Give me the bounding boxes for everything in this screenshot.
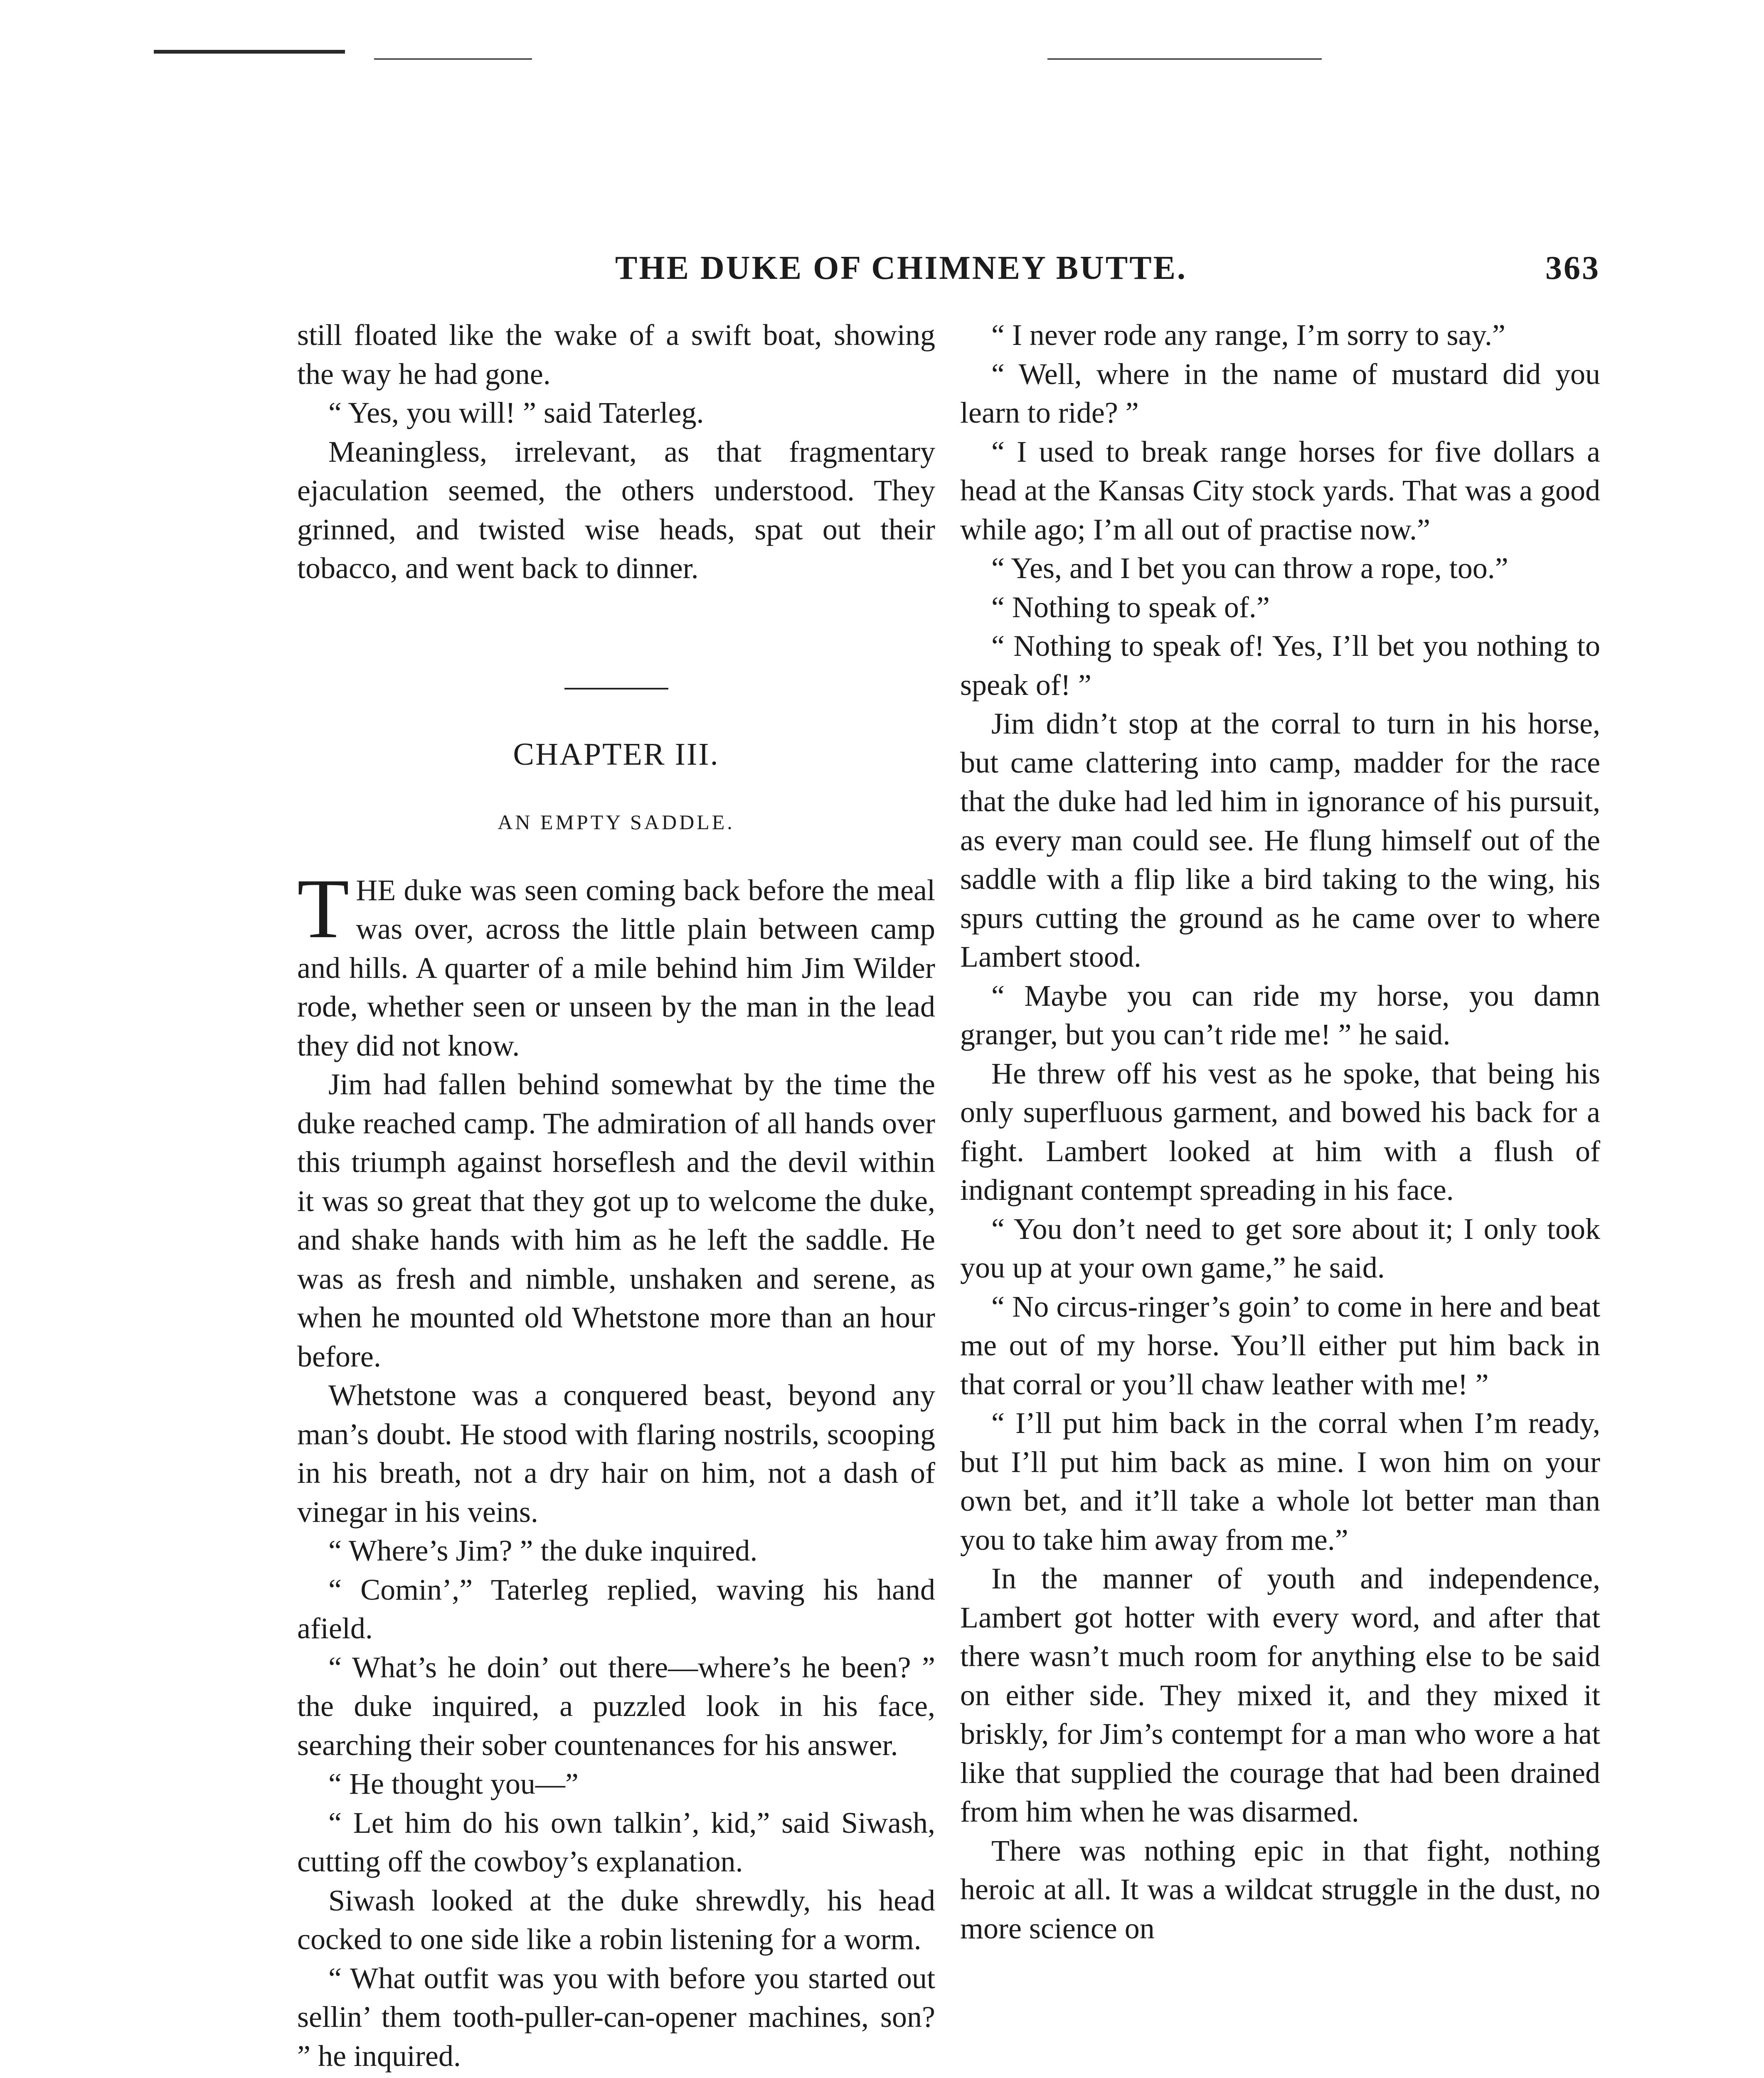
paragraph: “ He thought you—” bbox=[328, 1767, 579, 1800]
paragraph: “ Yes, you will! ” said Taterleg. bbox=[328, 396, 704, 429]
paragraph: He threw off his vest as he spoke, that being his only superfluous garment, and bowed his back for a fight. Lambert looked at him with a flush of indignant contempt spreading in his face. bbox=[960, 1056, 1600, 1206]
drop-cap: T bbox=[297, 861, 350, 956]
paragraph: Jim didn’t stop at the corral to turn in his horse, but came clattering into camp, madder for the race that the duke had led him in ignorance of his pursuit, as every man could see. He flung himself out of the saddle with a flip like a bird taking to the wing, his spurs cutting the ground as he came over to where Lambert stood. bbox=[960, 707, 1600, 973]
paragraph: Jim had fallen behind somewhat by the time the duke reached camp. The admiration of all hands over this triumph against horseflesh and the devil within it was so great that they got up to welcome the duke, and shake hands with him as he left the saddle. He was as fresh and nimble, unshaken and serene, as when he mounted old Whetstone more than an hour before. bbox=[297, 1068, 935, 1373]
paragraph: “ Well, where in the name of mustard did you learn to ride? ” bbox=[960, 357, 1600, 429]
running-title: THE DUKE OF CHIMNEY BUTTE. bbox=[615, 250, 1187, 286]
paragraph: “ I used to break range horses for five dollars a head at the Kansas City stock yards. That was a good while ago; I’m all out of practise now.” bbox=[960, 435, 1600, 546]
paragraph: “ Let him do his own talkin’, kid,” said Siwash, cutting off the cowboy’s explanation. bbox=[297, 1806, 935, 1878]
paragraph: Meaningless, irrelevant, as that fragmentary ejaculation seemed, the others understood. They grinned, and twisted wise heads, spat out their tobacco, and went back to dinner. bbox=[297, 435, 935, 585]
paragraph: “ Nothing to speak of! Yes, I’ll bet you nothing to speak of! ” bbox=[960, 629, 1600, 702]
paragraph: “ I never rode any range, I’m sorry to say.” bbox=[991, 318, 1505, 352]
paragraph: Siwash looked at the duke shrewdly, his head cocked to one side like a robin listening for a worm. bbox=[297, 1883, 935, 1956]
paragraph: In the manner of youth and independence, Lambert got hotter with every word, and after that there wasn’t much room for anything else to be said on either side. They mixed it, and they mixed it briskly, for Jim’s contempt for a man who wore a hat like that supplied the courage that had been drained from him when he was disarmed. bbox=[960, 1562, 1600, 1828]
chapter-opening-paragraph bbox=[297, 861, 935, 1066]
paragraph: still floated like the wake of a swift boat, showing the way he had gone. bbox=[297, 318, 935, 391]
opening-text: HE duke was seen coming back before the meal was over, across the little plain between camp and hills. A quarter of a mile behind him Jim Wilder rode, whether seen or unseen by the man in the lead they did not know. bbox=[297, 873, 935, 1062]
paragraph: “ Where’s Jim? ” the duke inquired. bbox=[328, 1534, 758, 1567]
paragraph: “ Yes, and I bet you can throw a rope, too.” bbox=[991, 552, 1508, 585]
paragraph: Whetstone was a conquered beast, beyond any man’s doubt. He stood with flaring nostrils, scooping in his breath, not a dry hair on him, not a dash of vinegar in his veins. bbox=[297, 1379, 935, 1529]
scan-artifact-line bbox=[1047, 58, 1322, 60]
chapter-title: CHAPTER III. bbox=[513, 736, 719, 772]
paragraph bbox=[297, 2076, 935, 2078]
scan-artifact-line bbox=[154, 50, 345, 54]
paragraph: “ What outfit was you with before you started out sellin’ them tooth-puller-can-opener machines, son? ” he inquired. bbox=[297, 1961, 935, 2073]
paragraph: “ I’ll put him back in the corral when I’m ready, but I’ll put him back as mine. I won him on your own bet, and it’ll take a whole lot better man than you to take him away from me.” bbox=[960, 1406, 1600, 1556]
chapter-subtitle: AN EMPTY SADDLE. bbox=[498, 810, 735, 834]
paragraph: “ Nothing to speak of.” bbox=[991, 590, 1270, 624]
paragraph: “ You don’t need to get sore about it; I only took you up at your own game,” he said. bbox=[960, 1212, 1600, 1284]
paragraph: “ What’s he doin’ out there—where’s he been? ” the duke inquired, a puzzled look in his face, searching their sober countenances for his answer. bbox=[297, 1650, 935, 1762]
paragraph: “ Comin’,” Taterleg replied, waving his hand afield. bbox=[297, 1573, 935, 1645]
left-column bbox=[297, 316, 935, 2078]
scan-artifact-line bbox=[374, 58, 532, 60]
section-divider bbox=[564, 688, 668, 689]
paragraph: “ No circus-ringer’s goin’ to come in here and beat me out of my horse. You’ll either put him back in that corral or you’ll chaw leather with me! ” bbox=[960, 1290, 1600, 1401]
right-column bbox=[960, 316, 1600, 1948]
paragraph: “ Maybe you can ride my horse, you damn granger, but you can’t ride me! ” he said. bbox=[960, 979, 1600, 1051]
page-number: 363 bbox=[1545, 250, 1600, 286]
paragraph: There was nothing epic in that fight, nothing heroic at all. It was a wildcat struggle in the dust, no more science on bbox=[960, 1834, 1600, 1945]
